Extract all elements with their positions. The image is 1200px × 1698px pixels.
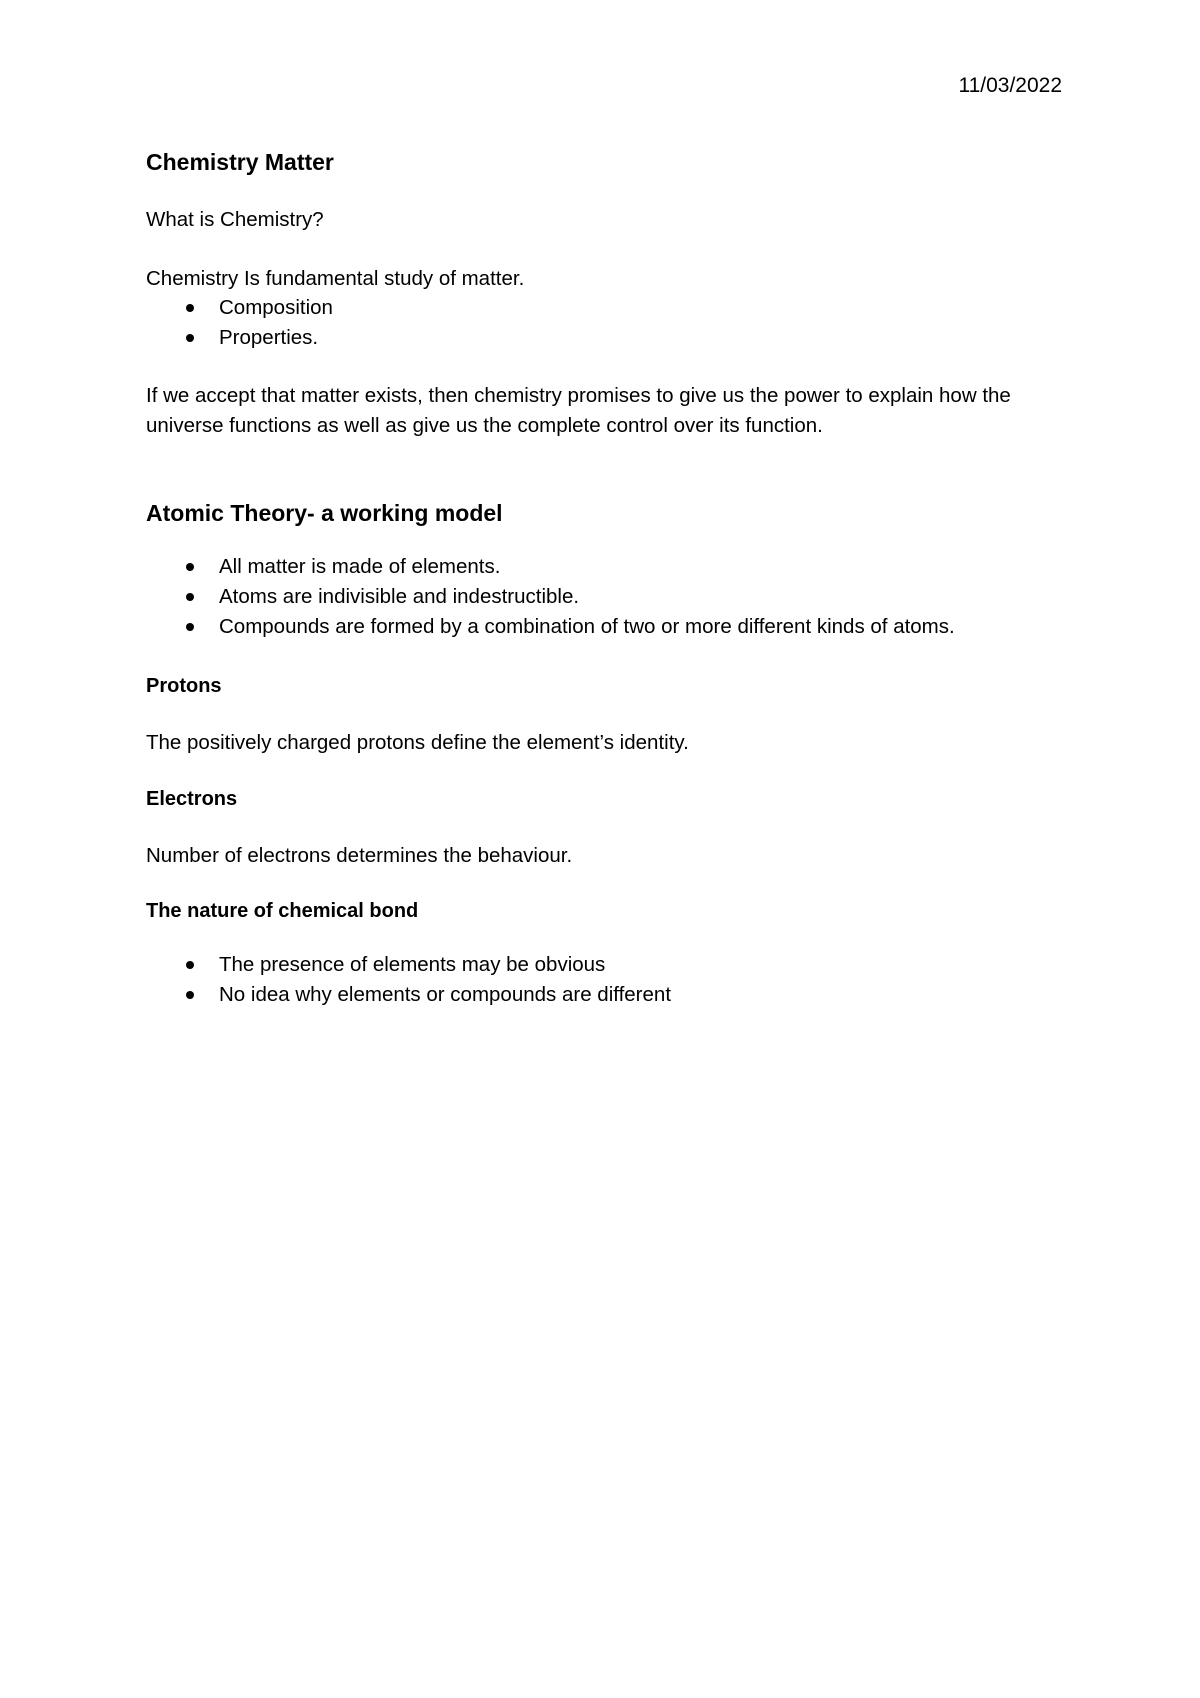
list-item bbox=[146, 612, 1076, 642]
list-item-text: All matter is made of elements. bbox=[219, 555, 501, 578]
list-item-text: Composition bbox=[219, 296, 333, 319]
chemical-bond-heading: The nature of chemical bond bbox=[146, 900, 419, 922]
protons-heading: Protons bbox=[146, 675, 222, 697]
document-title: Chemistry Matter bbox=[146, 149, 334, 175]
definition-list bbox=[146, 293, 1076, 353]
list-item-text: The presence of elements may be obvious bbox=[219, 953, 606, 976]
electrons-heading: Electrons bbox=[146, 787, 238, 810]
atomic-theory-list bbox=[146, 552, 1076, 642]
chemical-bond-list bbox=[146, 950, 1076, 1010]
bullet-icon bbox=[186, 563, 194, 571]
bullet-icon bbox=[186, 334, 194, 342]
list-item-text: Compounds are formed by a combination of two or more different kinds of atoms. bbox=[219, 615, 955, 638]
document-date: 11/03/2022 bbox=[958, 74, 1062, 97]
bullet-icon bbox=[186, 593, 194, 601]
list-item-text: No idea why elements or compounds are different bbox=[219, 983, 672, 1006]
list-item-text: Atoms are indivisible and indestructible. bbox=[219, 585, 580, 608]
section-title-atomic-theory: Atomic Theory- a working model bbox=[146, 500, 503, 526]
electrons-text: Number of electrons determines the behaviour. bbox=[146, 843, 573, 867]
question-text: What is Chemistry? bbox=[146, 208, 324, 231]
list-item bbox=[146, 950, 1076, 980]
list-item bbox=[146, 582, 1076, 612]
bullet-icon bbox=[186, 991, 194, 999]
document-content bbox=[146, 146, 1076, 1010]
bullet-icon bbox=[186, 623, 194, 631]
intro-paragraph: If we accept that matter exists, then chemistry promises to give us the power to explain how the universe functions as well as give us the complete control over its function. bbox=[146, 384, 1011, 437]
definition-text: Chemistry Is fundamental study of matter. bbox=[146, 266, 525, 290]
list-item bbox=[146, 293, 1076, 323]
list-item-text: Properties. bbox=[219, 326, 319, 349]
bullet-icon bbox=[186, 304, 194, 312]
bullet-icon bbox=[186, 961, 194, 969]
protons-text: The positively charged protons define the element’s identity. bbox=[146, 731, 689, 754]
list-item bbox=[146, 552, 1076, 582]
list-item bbox=[146, 980, 1076, 1010]
list-item bbox=[146, 323, 1076, 353]
